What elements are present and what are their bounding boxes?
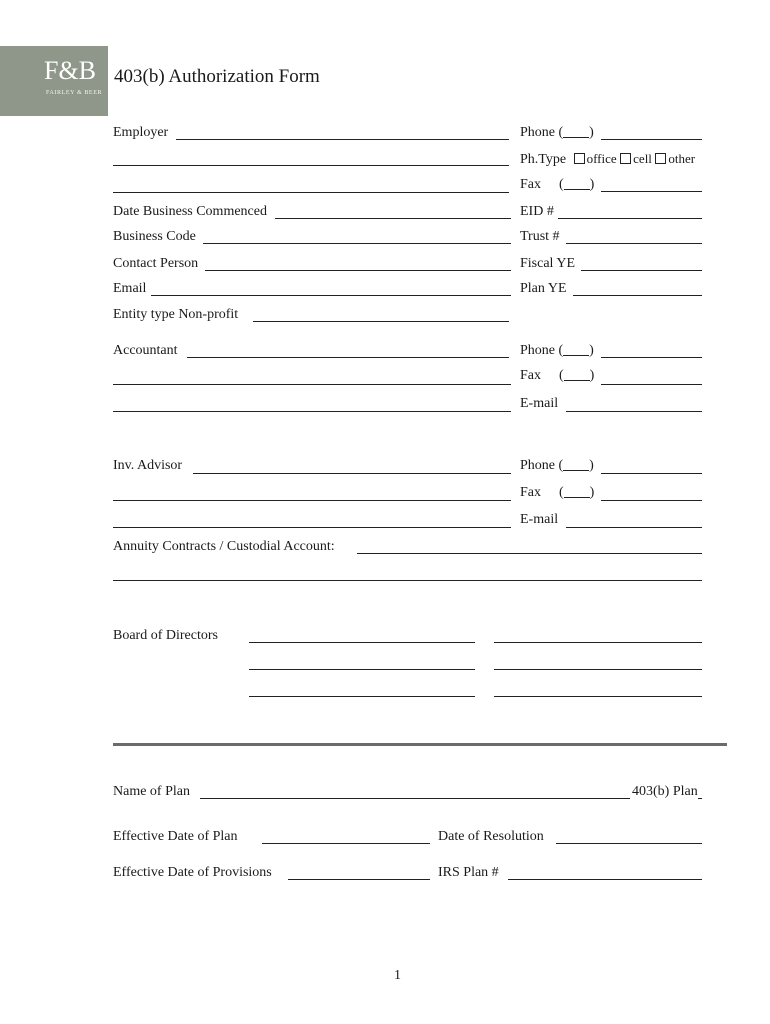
effective-date-plan-label: Effective Date of Plan <box>113 829 238 844</box>
page-number: 1 <box>394 968 401 983</box>
form-title: 403(b) Authorization Form <box>114 66 320 87</box>
annuity-field-2[interactable] <box>113 580 702 581</box>
employer-fax-label: Fax ( ) <box>520 177 595 192</box>
date-resolution-field[interactable] <box>556 843 702 844</box>
employer-address-line-2[interactable] <box>113 192 509 193</box>
accountant-field[interactable] <box>187 357 509 358</box>
name-of-plan-field[interactable] <box>200 798 702 799</box>
board-field-6[interactable] <box>494 696 702 697</box>
date-business-commenced-label: Date Business Commenced <box>113 204 267 219</box>
irs-plan-field[interactable] <box>508 879 702 880</box>
advisor-fax-label: Fax ( ) <box>520 485 595 500</box>
logo-mark: F&B <box>44 56 97 85</box>
inv-advisor-label: Inv. Advisor <box>113 458 183 473</box>
business-code-field[interactable] <box>203 243 511 244</box>
phone-type-row: Ph.Type office cell other <box>520 151 696 167</box>
email-label: Email <box>113 281 147 296</box>
plan-ye-label: Plan YE <box>520 281 567 296</box>
email-field[interactable] <box>151 295 511 296</box>
board-field-5[interactable] <box>249 696 475 697</box>
employer-fax-field[interactable] <box>601 191 702 192</box>
accountant-address-line-2[interactable] <box>113 411 511 412</box>
accountant-email-field[interactable] <box>566 411 702 412</box>
advisor-phone-field[interactable] <box>601 473 702 474</box>
accountant-email-label: E-mail <box>520 396 559 411</box>
advisor-fax-field[interactable] <box>601 500 702 501</box>
trust-field[interactable] <box>566 243 702 244</box>
trust-label: Trust # <box>520 229 560 244</box>
accountant-fax-field[interactable] <box>601 384 702 385</box>
effective-date-provisions-field[interactable] <box>288 879 430 880</box>
irs-plan-label: IRS Plan # <box>438 865 499 880</box>
date-business-commenced-field[interactable] <box>275 218 511 219</box>
plan-ye-field[interactable] <box>573 295 702 296</box>
advisor-address-line-1[interactable] <box>113 500 511 501</box>
accountant-label: Accountant <box>113 343 178 358</box>
office-checkbox[interactable] <box>574 153 585 164</box>
entity-type-label: Entity type Non-profit <box>113 307 239 322</box>
effective-date-plan-field[interactable] <box>262 843 430 844</box>
eid-label: EID # <box>520 204 554 219</box>
other-checkbox[interactable] <box>655 153 666 164</box>
cell-checkbox[interactable] <box>620 153 631 164</box>
firm-logo <box>0 46 108 116</box>
fiscal-ye-field[interactable] <box>581 270 702 271</box>
entity-type-field[interactable] <box>253 321 509 322</box>
date-resolution-label: Date of Resolution <box>438 829 544 844</box>
employer-field[interactable] <box>176 139 509 140</box>
advisor-email-label: E-mail <box>520 512 559 527</box>
name-of-plan-value: 403(b) Plan <box>632 784 698 799</box>
section-divider <box>113 743 727 746</box>
business-code-label: Business Code <box>113 229 196 244</box>
effective-date-provisions-label: Effective Date of Provisions <box>113 865 272 880</box>
annuity-label: Annuity Contracts / Custodial Account: <box>113 539 335 554</box>
contact-person-label: Contact Person <box>113 256 199 271</box>
board-field-4[interactable] <box>494 669 702 670</box>
board-label: Board of Directors <box>113 628 218 643</box>
name-of-plan-label: Name of Plan <box>113 784 190 799</box>
board-field-3[interactable] <box>249 669 475 670</box>
accountant-phone-field[interactable] <box>601 357 702 358</box>
accountant-fax-label: Fax ( ) <box>520 368 595 383</box>
employer-address-line-1[interactable] <box>113 165 509 166</box>
contact-person-field[interactable] <box>205 270 511 271</box>
board-field-2[interactable] <box>494 642 702 643</box>
employer-label: Employer <box>113 125 169 140</box>
board-field-1[interactable] <box>249 642 475 643</box>
employer-phone-label: Phone ( ) <box>520 125 594 140</box>
accountant-phone-label: Phone ( ) <box>520 343 594 358</box>
advisor-address-line-2[interactable] <box>113 527 511 528</box>
employer-phone-field[interactable] <box>601 139 702 140</box>
logo-subtitle: FAIRLEY & BEER <box>46 90 103 96</box>
advisor-phone-label: Phone ( ) <box>520 458 594 473</box>
annuity-field-1[interactable] <box>357 553 702 554</box>
advisor-email-field[interactable] <box>566 527 702 528</box>
inv-advisor-field[interactable] <box>193 473 511 474</box>
accountant-address-line-1[interactable] <box>113 384 511 385</box>
fiscal-ye-label: Fiscal YE <box>520 256 576 271</box>
eid-field[interactable] <box>558 218 702 219</box>
